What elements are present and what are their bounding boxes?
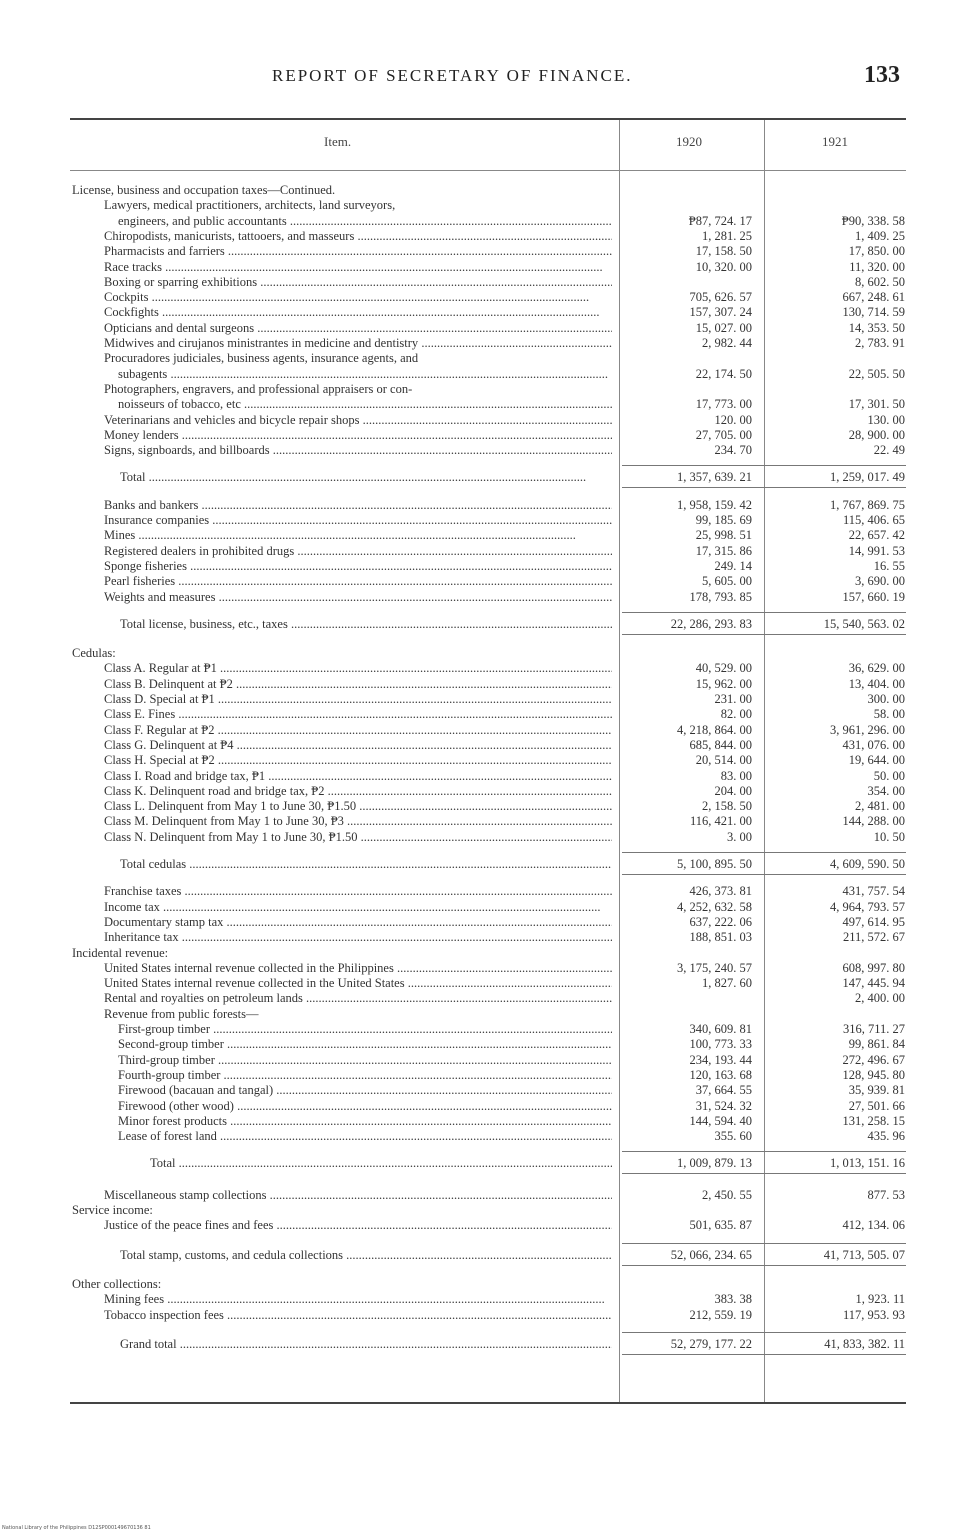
row-label: Chiropodists, manicurists, tattooers, and masseurs ..... xyxy=(104,229,612,244)
row-label: Class I. Road and bridge tax, ₱1 ..... xyxy=(104,769,612,784)
value-1921: 27, 501. 66 xyxy=(848,1098,905,1113)
running-title: REPORT OF SECRETARY OF FINANCE. xyxy=(272,66,633,85)
value-1920: 25, 998. 51 xyxy=(695,528,752,543)
table-row xyxy=(0,646,972,661)
table-row xyxy=(0,1007,972,1022)
table-row xyxy=(0,559,972,574)
table-row xyxy=(0,915,972,930)
row-label: Justice of the peace fines and fees ..... xyxy=(104,1218,612,1233)
row-label: Other collections: xyxy=(72,1276,162,1291)
value-1920: 1, 827. 60 xyxy=(702,976,752,991)
row-label: Third-group timber ..... xyxy=(118,1053,612,1068)
row-label: Class A. Regular at ₱1 ..... xyxy=(104,661,612,676)
value-1920: 5, 605. 00 xyxy=(702,574,752,589)
table-row xyxy=(0,1053,972,1068)
row-label: Total license, business, etc., taxes ..... xyxy=(120,617,612,632)
value-1920: 17, 773. 00 xyxy=(695,397,752,412)
value-1920: 2, 450. 55 xyxy=(702,1187,752,1202)
value-1920: 637, 222. 06 xyxy=(689,914,752,929)
value-1920: 231. 00 xyxy=(714,692,752,706)
row-label: engineers, and public accountants ..... xyxy=(118,214,612,229)
row-label: Class N. Delinquent from May 1 to June 30, ₱1.50 ..... xyxy=(104,830,612,845)
table-row xyxy=(0,443,972,458)
value-1920: 116, 421. 00 xyxy=(689,814,752,829)
table-row xyxy=(0,1022,972,1037)
value-1921: 28, 900. 00 xyxy=(848,427,905,442)
table-row xyxy=(0,784,972,799)
value-1920: 383. 38 xyxy=(714,1292,752,1307)
value-1921: 3, 961, 296. 00 xyxy=(830,722,905,737)
value-1920: 2, 982. 44 xyxy=(702,336,752,350)
value-1921: 41, 713, 505. 07 xyxy=(823,1247,905,1262)
row-label: Revenue from public forests— xyxy=(104,1006,259,1021)
value-1920: 83. 00 xyxy=(720,768,752,783)
value-1920: 178, 793. 85 xyxy=(689,589,752,604)
table-row xyxy=(0,976,972,991)
row-label: Registered dealers in prohibited drugs ..... xyxy=(104,544,612,559)
table-row xyxy=(0,738,972,753)
table-row xyxy=(0,351,972,366)
value-1921: 130, 714. 59 xyxy=(842,305,905,320)
total-row xyxy=(0,857,972,872)
value-1921: 144, 288. 00 xyxy=(842,814,905,829)
table-row xyxy=(0,528,972,543)
value-1920: 501, 635. 87 xyxy=(689,1218,752,1233)
table-row xyxy=(0,513,972,528)
total-row xyxy=(0,1337,972,1352)
total-rule xyxy=(622,1151,906,1152)
row-label: subagents ..... xyxy=(118,367,612,382)
value-1920: 20, 514. 00 xyxy=(695,753,752,768)
value-1921: 35, 939. 81 xyxy=(848,1083,905,1098)
row-label: License, business and occupation taxes—Continued. xyxy=(72,183,336,197)
table-row xyxy=(0,830,972,845)
column-header-1920: 1920 xyxy=(676,134,702,149)
row-label: Weights and measures ..... xyxy=(104,590,612,605)
value-1921: 4, 964, 793. 57 xyxy=(830,899,905,914)
row-label: Veterinarians and vehicles and bicycle repair shops ..... xyxy=(104,413,612,428)
value-1921: 17, 301. 50 xyxy=(848,397,905,412)
table-row xyxy=(0,290,972,305)
value-1920: 212, 559. 19 xyxy=(689,1307,752,1322)
row-label: Firewood (bacauan and tangal) ..... xyxy=(118,1083,612,1098)
value-1920: 234, 193. 44 xyxy=(689,1052,752,1067)
table-row xyxy=(0,753,972,768)
value-1920: 52, 066, 234. 65 xyxy=(670,1247,752,1262)
value-1921: 147, 445. 94 xyxy=(842,976,905,991)
table-row xyxy=(0,1114,972,1129)
value-1920: 1, 958, 159. 42 xyxy=(677,497,752,512)
table-row xyxy=(0,1037,972,1052)
row-label: Photographers, engravers, and professional appraisers or con- xyxy=(104,381,413,396)
table-row xyxy=(0,244,972,259)
value-1921: 36, 629. 00 xyxy=(848,661,905,676)
row-label: Pearl fisheries ..... xyxy=(104,574,612,589)
value-1921: 14, 991. 53 xyxy=(848,543,905,558)
value-1921: 2, 481. 00 xyxy=(855,799,905,814)
value-1920: 17, 158. 50 xyxy=(695,244,752,259)
value-1921: 22, 505. 50 xyxy=(848,366,905,381)
value-1920: 1, 009, 879. 13 xyxy=(677,1156,752,1171)
total-row xyxy=(0,1248,972,1263)
value-1920: 4, 252, 632. 58 xyxy=(677,899,752,914)
row-label: Class H. Special at ₱2 ..... xyxy=(104,753,612,768)
value-1921: 497, 614. 95 xyxy=(842,914,905,929)
value-1921: 8, 602. 50 xyxy=(855,274,905,289)
row-label: Race tracks ..... xyxy=(104,260,612,275)
value-1921: 11, 320. 00 xyxy=(849,259,905,274)
row-label: Mining fees ..... xyxy=(104,1292,612,1307)
row-label: First-group timber ..... xyxy=(118,1022,612,1037)
value-1920: 82. 00 xyxy=(720,707,752,722)
total-rule xyxy=(622,634,906,635)
value-1921: 1, 767, 869. 75 xyxy=(830,497,905,512)
value-1920: 10, 320. 00 xyxy=(695,259,752,274)
row-label: Cedulas: xyxy=(72,646,116,661)
value-1920: 40, 529. 00 xyxy=(695,661,752,676)
row-label: Inheritance tax ..... xyxy=(104,930,612,945)
table-row xyxy=(0,1308,972,1323)
value-1921: 1, 923. 11 xyxy=(855,1292,905,1307)
table-row xyxy=(0,498,972,513)
table-row xyxy=(0,275,972,290)
value-1921: 157, 660. 19 xyxy=(842,589,905,604)
value-1921: 431, 076. 00 xyxy=(842,737,905,752)
column-header-item: Item. xyxy=(324,134,352,149)
row-label: Midwives and cirujanos ministrantes in medicine and dentistry ..... xyxy=(104,336,612,351)
table-row xyxy=(0,769,972,784)
row-label: noisseurs of tobacco, etc ..... xyxy=(118,397,612,412)
value-1920: 249. 14 xyxy=(714,558,752,573)
value-1920: 120, 163. 68 xyxy=(689,1067,752,1082)
total-rule xyxy=(622,1265,906,1266)
table-row xyxy=(0,382,972,397)
table-bottom-rule xyxy=(70,1402,906,1404)
row-label: Fourth-group timber ..... xyxy=(118,1068,612,1083)
column-header-1921: 1921 xyxy=(822,134,848,149)
value-1921: 316, 711. 27 xyxy=(842,1022,905,1036)
table-row xyxy=(0,1203,972,1218)
total-rule xyxy=(622,612,906,613)
value-1921: 412, 134. 06 xyxy=(842,1218,905,1233)
row-label: Money lenders ..... xyxy=(104,428,612,443)
table-row xyxy=(0,1188,972,1203)
value-1920: 120. 00 xyxy=(714,412,752,427)
value-1921: 300. 00 xyxy=(867,692,905,706)
table-row xyxy=(0,1218,972,1233)
table-row xyxy=(0,900,972,915)
value-1921: 354. 00 xyxy=(867,783,905,798)
value-1921: 1, 259, 017. 49 xyxy=(830,470,905,485)
table-row xyxy=(0,260,972,275)
row-label: Franchise taxes ..... xyxy=(104,884,612,899)
table-row xyxy=(0,428,972,443)
total-row xyxy=(0,1156,972,1171)
value-1921: 10. 50 xyxy=(873,829,905,844)
value-1921: 272, 496. 67 xyxy=(842,1052,905,1067)
row-label: Class K. Delinquent road and bridge tax, ₱2 ..... xyxy=(104,784,612,799)
row-label: Cockpits ..... xyxy=(104,290,612,305)
table-row xyxy=(0,198,972,213)
value-1921: 435. 96 xyxy=(867,1129,905,1144)
value-1920: 204. 00 xyxy=(714,783,752,798)
value-1921: 13, 404. 00 xyxy=(848,676,905,691)
total-rule xyxy=(622,852,906,853)
value-1921: 608, 997. 80 xyxy=(842,960,905,975)
row-label: Total stamp, customs, and cedula collections ..... xyxy=(120,1248,612,1263)
value-1920: 705, 626. 57 xyxy=(689,290,752,305)
row-label: Total cedulas ..... xyxy=(120,857,612,872)
value-1921: 14, 353. 50 xyxy=(848,320,905,335)
table-row xyxy=(0,1099,972,1114)
table-row xyxy=(0,183,972,198)
total-rule xyxy=(622,487,906,488)
total-row xyxy=(0,617,972,632)
value-1920: 37, 664. 55 xyxy=(695,1083,752,1098)
total-rule xyxy=(622,874,906,875)
table-row xyxy=(0,1129,972,1144)
value-1921: 1, 409. 25 xyxy=(855,228,905,243)
value-1921: 58. 00 xyxy=(873,707,905,722)
total-rule xyxy=(622,465,906,466)
value-1920: ₱87, 724. 17 xyxy=(688,213,752,228)
table-row xyxy=(0,930,972,945)
table-row xyxy=(0,707,972,722)
table-row xyxy=(0,961,972,976)
row-label: Minor forest products ..... xyxy=(118,1114,612,1129)
table-row xyxy=(0,661,972,676)
value-1920: 685, 844. 00 xyxy=(689,737,752,752)
value-1921: 877. 53 xyxy=(867,1187,905,1202)
table-row xyxy=(0,884,972,899)
value-1921: 115, 406. 65 xyxy=(842,513,905,527)
table-row xyxy=(0,229,972,244)
value-1920: 426, 373. 81 xyxy=(689,884,752,899)
row-label: Boxing or sparring exhibitions ..... xyxy=(104,275,612,290)
value-1921: 1, 013, 151. 16 xyxy=(830,1156,905,1171)
value-1920: 5, 100, 895. 50 xyxy=(677,857,752,871)
row-label: Class D. Special at ₱1 ..... xyxy=(104,692,612,707)
row-label: Insurance companies ..... xyxy=(104,513,612,528)
value-1920: 4, 218, 864. 00 xyxy=(677,722,752,737)
row-label: United States internal revenue collected in the Philippines ..... xyxy=(104,961,612,976)
value-1921: 431, 757. 54 xyxy=(842,884,905,899)
value-1921: 22. 49 xyxy=(873,443,905,458)
value-1921: 4, 609, 590. 50 xyxy=(830,857,905,871)
value-1921: 667, 248. 61 xyxy=(842,290,905,305)
row-label: Incidental revenue: xyxy=(72,945,169,960)
table-row xyxy=(0,397,972,412)
value-1921: 41, 833, 382. 11 xyxy=(824,1336,905,1351)
value-1921: 15, 540, 563. 02 xyxy=(823,616,905,631)
table-row xyxy=(0,1292,972,1307)
value-1920: 2, 158. 50 xyxy=(702,799,752,814)
row-label: Income tax ..... xyxy=(104,900,612,915)
value-1921: 130. 00 xyxy=(867,412,905,427)
value-1920: 17, 315. 86 xyxy=(695,543,752,558)
value-1920: 188, 851. 03 xyxy=(689,930,752,945)
table-row xyxy=(0,214,972,229)
row-label: Class G. Delinquent at ₱4 ..... xyxy=(104,738,612,753)
row-label: Opticians and dental surgeons ..... xyxy=(104,321,612,336)
value-1921: 131, 258. 15 xyxy=(842,1113,905,1128)
table-row xyxy=(0,991,972,1006)
value-1920: 1, 281. 25 xyxy=(702,228,752,243)
row-label: Miscellaneous stamp collections ..... xyxy=(104,1188,612,1203)
table-row xyxy=(0,1277,972,1292)
table-row xyxy=(0,677,972,692)
value-1921: 22, 657. 42 xyxy=(848,528,905,543)
row-label: Grand total ..... xyxy=(120,1337,612,1352)
row-label: Signs, signboards, and billboards ..... xyxy=(104,443,612,458)
row-label: Documentary stamp tax ..... xyxy=(104,915,612,930)
value-1921: 117, 953. 93 xyxy=(842,1307,905,1322)
row-label: Class M. Delinquent from May 1 to June 30, ₱3 ..... xyxy=(104,814,612,829)
value-1920: 99, 185. 69 xyxy=(695,513,752,527)
row-label: Service income: xyxy=(72,1203,153,1217)
value-1920: 100, 773. 33 xyxy=(689,1037,752,1052)
total-rule xyxy=(622,1354,906,1355)
row-label: Class E. Fines ..... xyxy=(104,707,612,722)
row-label: Total ..... xyxy=(120,470,612,485)
table-row xyxy=(0,692,972,707)
table-row xyxy=(0,305,972,320)
row-label: Cockfights ..... xyxy=(104,305,612,320)
row-label: Rental and royalties on petroleum lands ..... xyxy=(104,991,612,1006)
row-label: Lease of forest land ..... xyxy=(118,1129,612,1144)
row-label: Firewood (other wood) ..... xyxy=(118,1099,612,1114)
table-row xyxy=(0,799,972,814)
value-1920: 52, 279, 177. 22 xyxy=(670,1336,752,1351)
table-row xyxy=(0,723,972,738)
total-row xyxy=(0,470,972,485)
row-label: Banks and bankers ..... xyxy=(104,498,612,513)
table-row xyxy=(0,574,972,589)
value-1921: 19, 644. 00 xyxy=(848,753,905,768)
table-row xyxy=(0,321,972,336)
table-row xyxy=(0,1068,972,1083)
table-row xyxy=(0,814,972,829)
table-row xyxy=(0,590,972,605)
value-1920: 355. 60 xyxy=(714,1129,752,1144)
value-1920: 340, 609. 81 xyxy=(689,1022,752,1036)
value-1921: 2, 783. 91 xyxy=(855,336,905,350)
value-1921: 3, 690. 00 xyxy=(855,574,905,589)
total-rule xyxy=(622,1173,906,1174)
value-1920: 15, 962. 00 xyxy=(695,676,752,691)
page-number: 133 xyxy=(864,62,900,88)
row-label: Pharmacists and farriers ..... xyxy=(104,244,612,259)
table-row xyxy=(0,544,972,559)
row-label: Procuradores judiciales, business agents, insurance agents, and xyxy=(104,351,419,366)
row-label: Lawyers, medical practitioners, architects, land surveyors, xyxy=(104,198,396,213)
value-1921: 16. 55 xyxy=(873,558,905,573)
table-row xyxy=(0,336,972,351)
value-1920: 3, 175, 240. 57 xyxy=(677,960,752,975)
table-row xyxy=(0,367,972,382)
row-label: United States internal revenue collected in the United States ..... xyxy=(104,976,612,991)
row-label: Sponge fisheries ..... xyxy=(104,559,612,574)
value-1921: 128, 945. 80 xyxy=(842,1067,905,1082)
value-1920: 22, 286, 293. 83 xyxy=(670,616,752,631)
value-1921: 17, 850. 00 xyxy=(848,244,905,259)
row-label: Mines ..... xyxy=(104,528,612,543)
row-label: Second-group timber ..... xyxy=(118,1037,612,1052)
value-1920: 1, 357, 639. 21 xyxy=(677,470,752,485)
table-row xyxy=(0,413,972,428)
total-rule xyxy=(622,1243,906,1244)
row-label: Tobacco inspection fees ..... xyxy=(104,1308,612,1323)
value-1920: 157, 307. 24 xyxy=(689,305,752,320)
value-1920: 31, 524. 32 xyxy=(695,1098,752,1113)
value-1921: 2, 400. 00 xyxy=(855,991,905,1006)
value-1921: 99, 861. 84 xyxy=(848,1037,905,1052)
total-rule xyxy=(622,1332,906,1333)
footer-note: National Library of the Philippines D12SP000149670136 81 xyxy=(2,1525,151,1531)
value-1920: 234. 70 xyxy=(714,443,752,458)
value-1920: 15, 027. 00 xyxy=(695,320,752,335)
row-label: Class B. Delinquent at ₱2 ..... xyxy=(104,677,612,692)
value-1920: 3. 00 xyxy=(727,829,752,844)
row-label: Total ..... xyxy=(150,1156,612,1171)
table-row xyxy=(0,946,972,961)
value-1921: ₱90, 338. 58 xyxy=(841,213,905,228)
value-1921: 50. 00 xyxy=(873,768,905,783)
value-1920: 27, 705. 00 xyxy=(695,427,752,442)
row-label: Class L. Delinquent from May 1 to June 30, ₱1.50 ..... xyxy=(104,799,612,814)
value-1921: 211, 572. 67 xyxy=(842,930,905,945)
table-row xyxy=(0,1083,972,1098)
row-label: Class F. Regular at ₱2 ..... xyxy=(104,723,612,738)
value-1920: 144, 594. 40 xyxy=(689,1113,752,1128)
value-1920: 22, 174. 50 xyxy=(695,366,752,381)
